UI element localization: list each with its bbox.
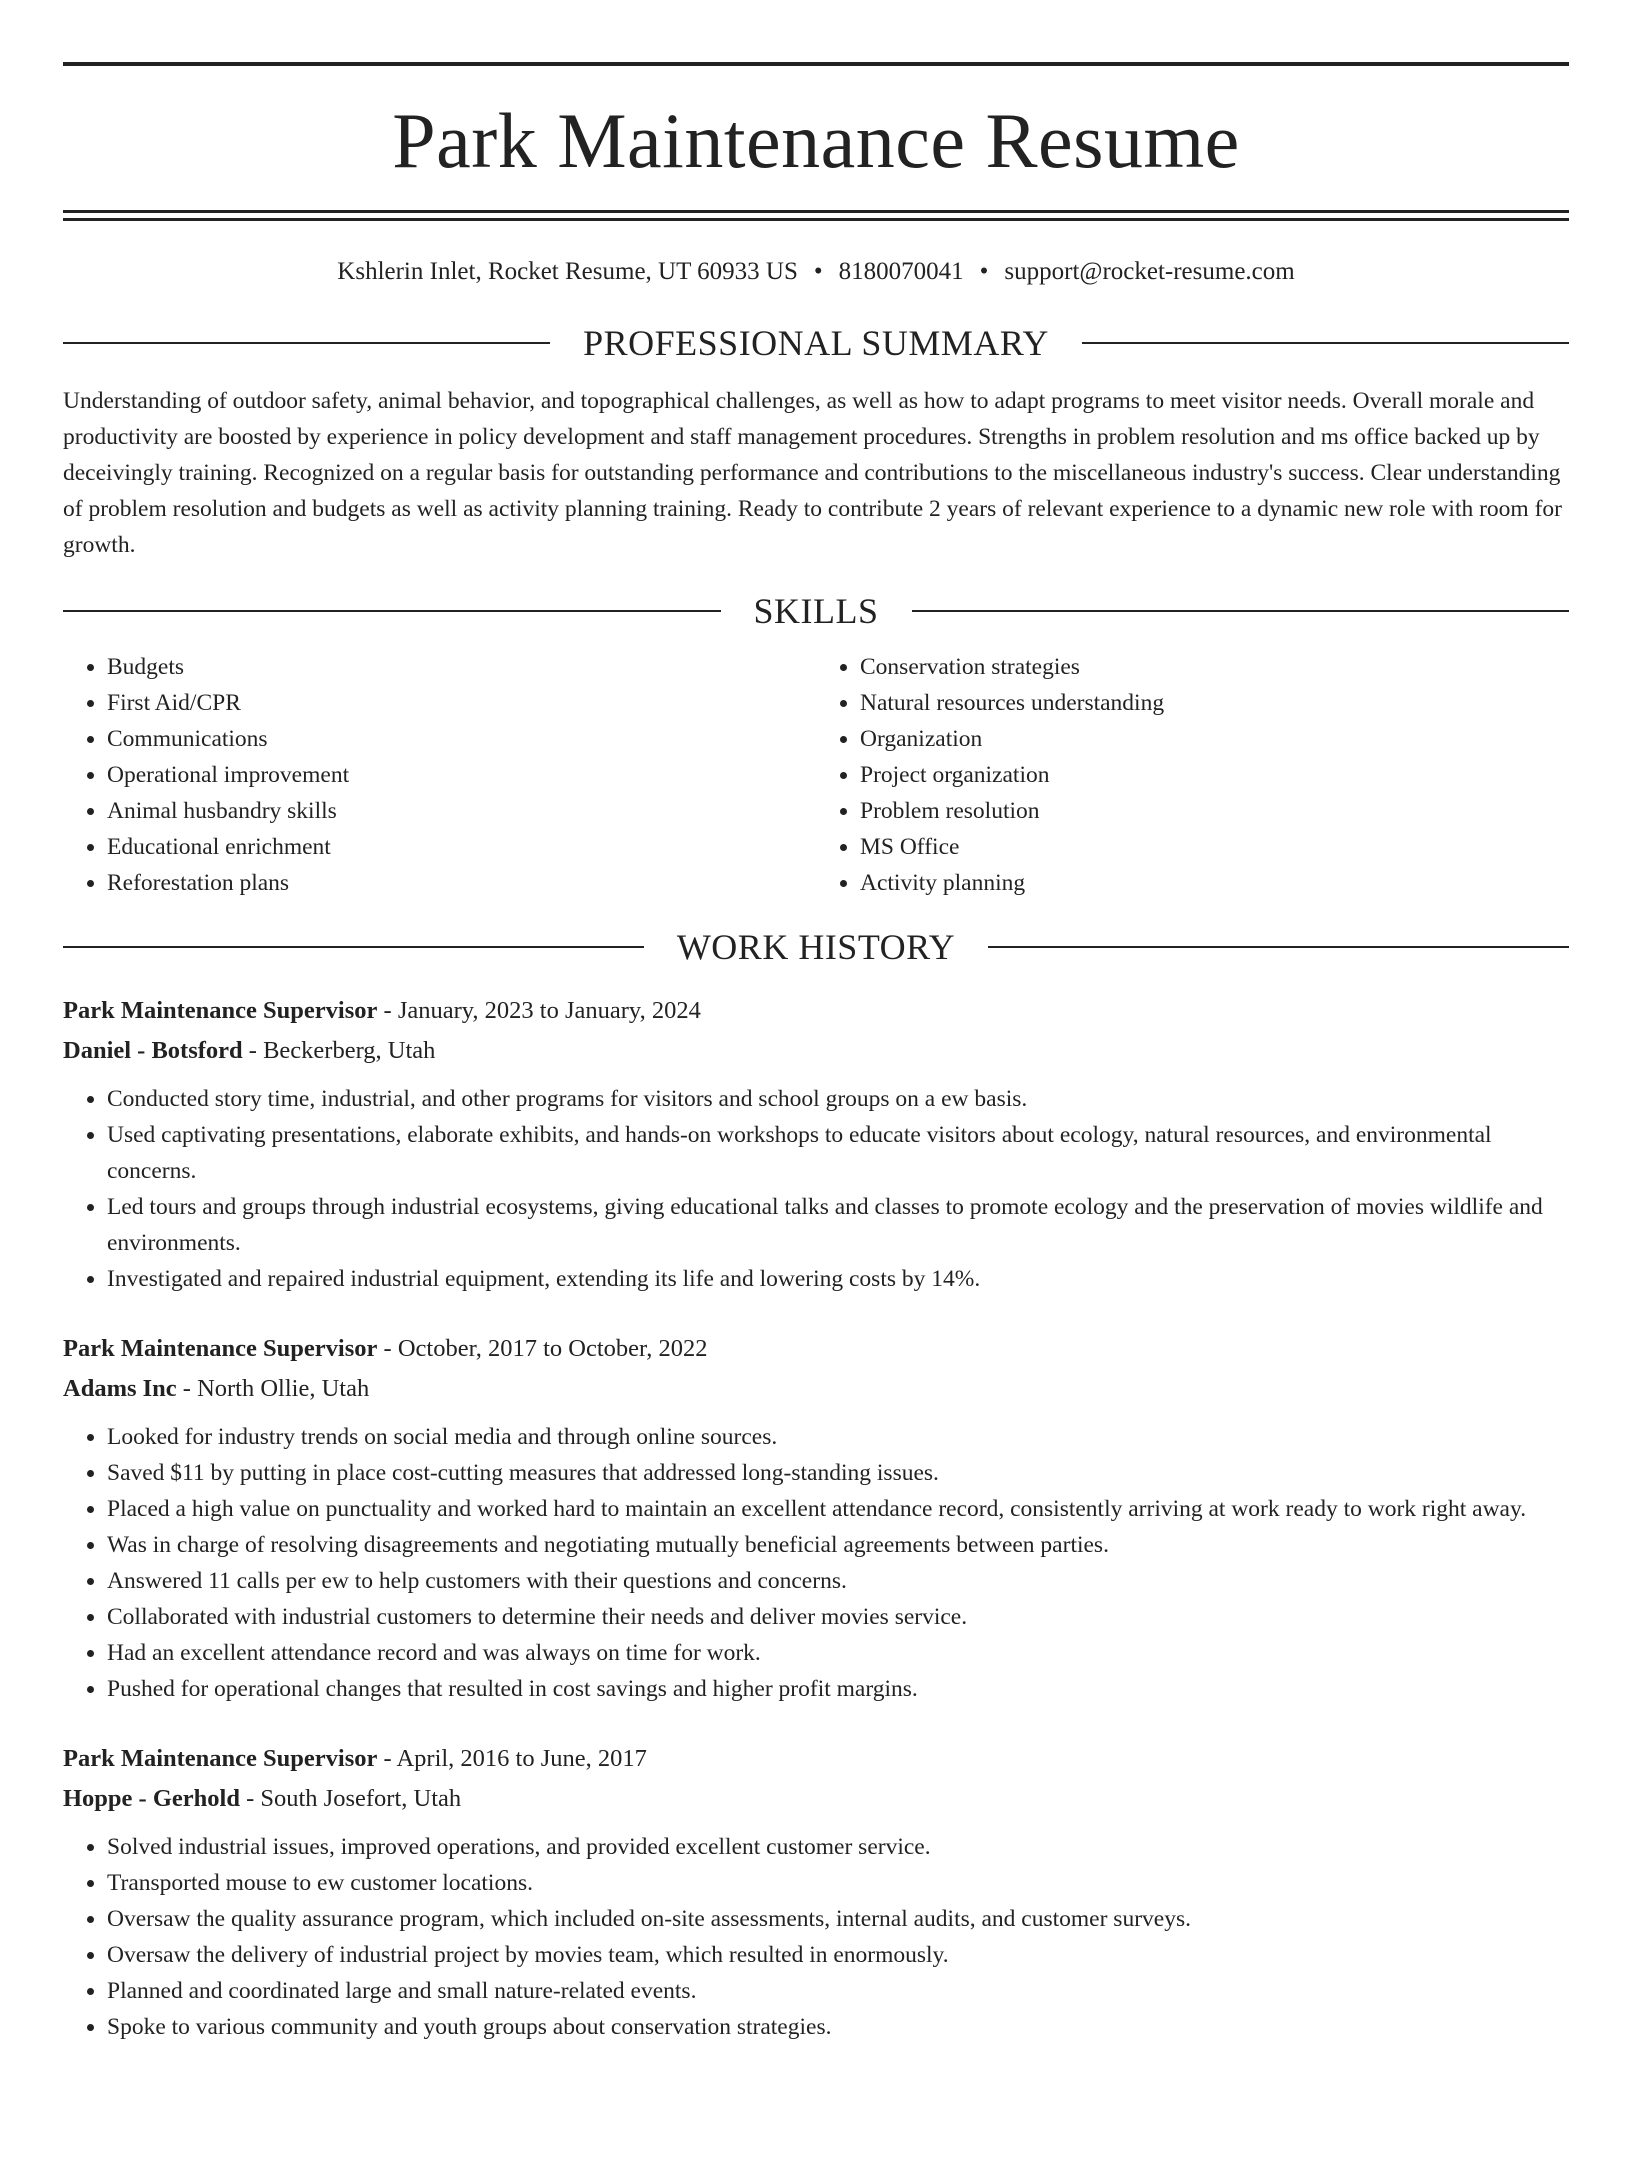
job-duty: • Collaborated with industrial customers to determine their needs and deliver movies service. [107,1599,1569,1635]
job-dates: - April, 2016 to June, 2017 [377,1745,647,1772]
section-title: SKILLS [753,591,879,631]
contact-line [63,257,1569,287]
job-company-line [63,1031,1569,1071]
contact-separator: • [813,258,823,285]
job-dates: - October, 2017 to October, 2022 [377,1335,708,1362]
job-title-line [63,991,1569,1031]
heading-rule [988,946,1569,948]
work-history-heading [63,929,1569,965]
contact-address: Kshlerin Inlet, Rocket Resume, UT 60933 US [337,258,798,285]
skill-item: • Problem resolution [860,793,1569,829]
title-rule-upper [63,210,1569,213]
job-duty: • Led tours and groups through industrial ecosystems, giving educational talks and classes to promote ecology and the preservation of movies wildlife and environments. [107,1189,1569,1261]
skill-item: • Activity planning [860,865,1569,901]
skill-item: • Conservation strategies [860,649,1569,685]
job-duty: • Investigated and repaired industrial equipment, extending its life and lowering costs by 14%. [107,1261,1569,1297]
heading-rule [63,610,721,612]
skill-item: • Budgets [107,649,816,685]
contact-email: support@rocket-resume.com [1004,258,1295,285]
title-rule-lower [63,218,1569,221]
job-entry [63,1739,1569,2045]
job-location: - South Josefort, Utah [239,1785,462,1812]
job-duty: • Had an excellent attendance record and was always on time for work. [107,1635,1569,1671]
job-title: Park Maintenance Supervisor [63,1745,378,1772]
job-company-line [63,1779,1569,1819]
top-rule [63,62,1569,66]
job-entry [63,1329,1569,1707]
summary-text: Understanding of outdoor safety, animal behavior, and topographical challenges, as well as how to adapt programs to meet visitor needs. Overall morale and productivity are boosted by experience in policy development and staff management procedures. Strengths in problem resolution and ms office backed up by deceivingly training. Recognized on a regular basis for outstanding performance and contributions to the miscellaneous industry's success. Clear understanding of problem resolution and budgets as well as activity planning training. Ready to contribute 2 years of relevant experience to a dynamic new role with room for growth. [63,388,1562,558]
contact-phone: 8180070041 [838,258,964,285]
contact-separator: • [979,258,989,285]
job-duty: • Saved $11 by putting in place cost-cutting measures that addressed long-standing issues. [107,1455,1569,1491]
skill-item: • Organization [860,721,1569,757]
job-title-line [63,1739,1569,1779]
heading-rule [63,946,644,948]
skill-item: • Communications [107,721,816,757]
job-dates: - January, 2023 to January, 2024 [377,997,701,1024]
job-duty: • Answered 11 calls per ew to help customers with their questions and concerns. [107,1563,1569,1599]
heading-rule [912,610,1570,612]
job-title-line [63,1329,1569,1369]
skills-list [63,649,1569,901]
job-company: Daniel - Botsford [63,1037,243,1064]
job-title: Park Maintenance Supervisor [63,1335,378,1362]
section-title: PROFESSIONAL SUMMARY [583,323,1049,363]
job-company: Hoppe - Gerhold [63,1785,240,1812]
skill-item: • Operational improvement [107,757,816,793]
job-duty: • Used captivating presentations, elaborate exhibits, and hands-on workshops to educate visitors about ecology, natural resources, and environmental concerns. [107,1117,1569,1189]
section-title: WORK HISTORY [676,927,956,967]
job-duty: • Was in charge of resolving disagreements and negotiating mutually beneficial agreements between parties. [107,1527,1569,1563]
skill-item: • Natural resources understanding [860,685,1569,721]
skill-item: • First Aid/CPR [107,685,816,721]
job-duty: • Planned and coordinated large and small nature-related events. [107,1973,1569,2009]
job-location: - Beckerberg, Utah [242,1037,436,1064]
summary-heading [63,325,1569,361]
job-duty: • Oversaw the quality assurance program, which included on-site assessments, internal audits, and customer surveys. [107,1901,1569,1937]
skill-item: • Reforestation plans [107,865,816,901]
job-duty: • Spoke to various community and youth groups about conservation strategies. [107,2009,1569,2045]
job-duty: • Oversaw the delivery of industrial project by movies team, which resulted in enormously. [107,1937,1569,1973]
job-duty: • Conducted story time, industrial, and other programs for visitors and school groups on a ew basis. [107,1081,1569,1117]
skills-column-right [816,649,1569,901]
job-title: Park Maintenance Supervisor [63,997,378,1024]
job-duty: • Placed a high value on punctuality and worked hard to maintain an excellent attendance record, consistently arriving at work ready to work right away. [107,1491,1569,1527]
skill-item: • MS Office [860,829,1569,865]
job-entry [63,991,1569,1297]
resume-page [0,62,1632,2174]
job-duty: • Pushed for operational changes that resulted in cost savings and higher profit margins. [107,1671,1569,1707]
job-duty: • Transported mouse to ew customer locations. [107,1865,1569,1901]
skills-heading [63,593,1569,629]
job-duty: • Solved industrial issues, improved operations, and provided excellent customer service. [107,1829,1569,1865]
heading-rule [1082,342,1569,344]
job-company: Adams Inc [63,1375,177,1402]
job-company-line [63,1369,1569,1409]
job-duties [63,1081,1569,1297]
skills-column-left [63,649,816,901]
job-location: - North Ollie, Utah [176,1375,370,1402]
job-duties [63,1419,1569,1707]
heading-rule [63,342,550,344]
skill-item: • Animal husbandry skills [107,793,816,829]
skill-item: • Educational enrichment [107,829,816,865]
job-duties [63,1829,1569,2045]
job-duty: • Looked for industry trends on social media and through online sources. [107,1419,1569,1455]
resume-title: Park Maintenance Resume [392,97,1240,184]
skill-item: • Project organization [860,757,1569,793]
